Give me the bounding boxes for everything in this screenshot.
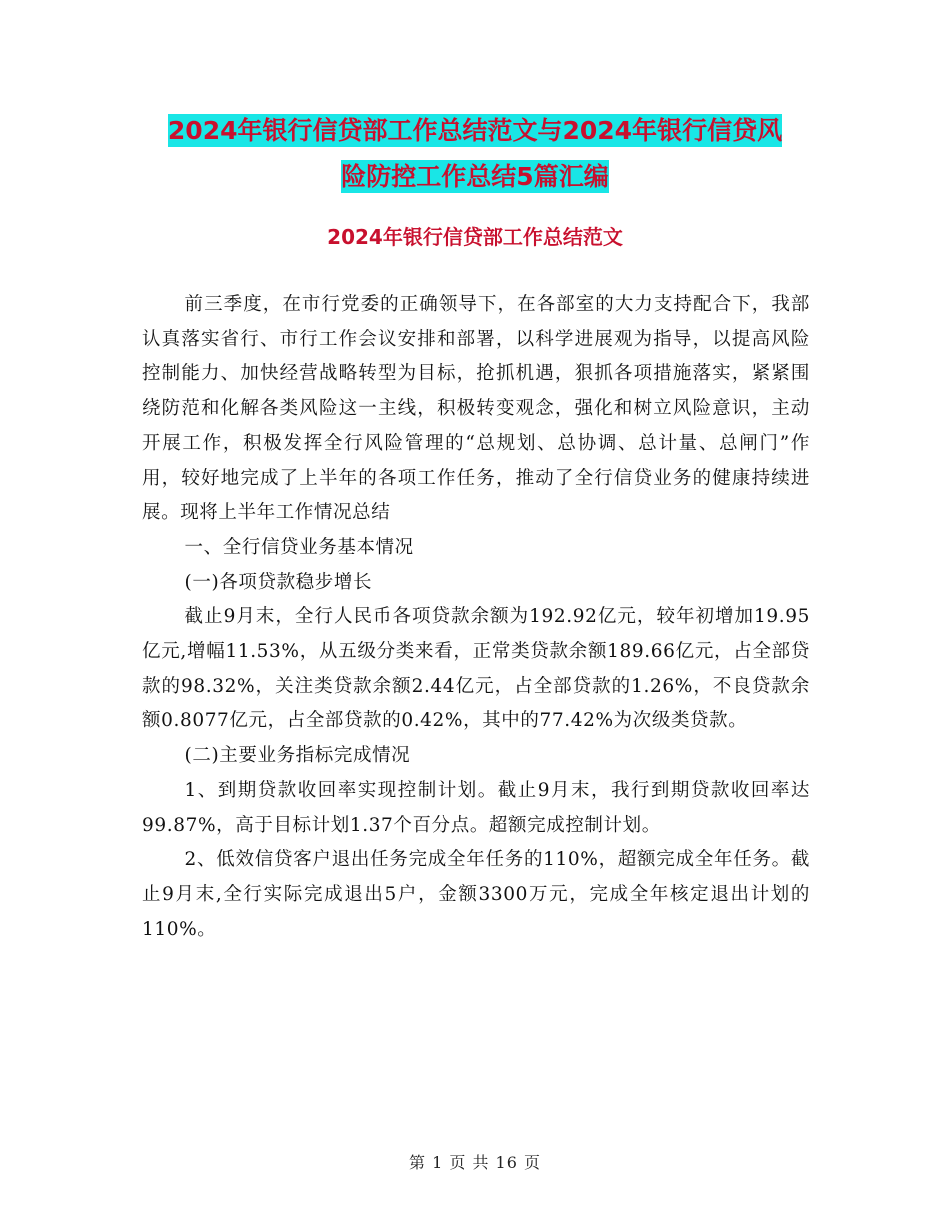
indicator-item-1: 1、到期贷款收回率实现控制计划。截止9月末，我行到期贷款收回率达99.87%，高于目标计划1.37个百分点。超额完成控制计划。 [142, 779, 810, 836]
heading-basic-situation: 一、全行信贷业务基本情况 [184, 536, 414, 558]
intro-paragraph: 前三季度，在市行党委的正确领导下，在各部室的大力支持配合下，我部认真落实省行、市行工作会议安排和部署，以科学进展观为指导，以提高风险控制能力、加快经营战略转型为目标，抢抓机遇，狠抓各项措施落实，紧紧围绕防范和化解各类风险这一主线，积极转变观念，强化和树立风险意识，主动开展工作，积极发挥全行风险管理的“总规划、总协调、总计量、总闸门”作用，较好地完成了上半年的各项工作任务，推动了全行信贷业务的健康持续进展。现将上半年工作情况总结 [142, 294, 810, 524]
title-line-2: 险防控工作总结5篇汇编 [341, 162, 609, 191]
loan-growth-paragraph: 截止9月末，全行人民币各项贷款余额为192.92亿元，较年初增加19.95亿元,增幅11.53%，从五级分类来看，正常类贷款余额189.66亿元，占全部贷款的98.32%，关注类贷款余额2.44亿元，占全部贷款的1.26%，不良贷款余额0.8077亿元，占全部贷款的0.42%，其中的77.42%为次级类贷款。 [142, 606, 810, 732]
section-heading: 2024年银行信贷部工作总结范文 [327, 225, 623, 249]
document-title [0, 108, 950, 200]
page-footer: 第 1 页 共 16 页 [409, 1153, 541, 1172]
document-body [142, 288, 810, 947]
subheading-indicators: (二)主要业务指标完成情况 [184, 745, 411, 767]
title-line-1: 2024年银行信贷部工作总结范文与2024年银行信贷风 [167, 116, 783, 145]
indicator-item-2: 2、低效信贷客户退出任务完成全年任务的110%，超额完成全年任务。截止9月末,全行实际完成退出5户，金额3300万元，完成全年核定退出计划的110%。 [142, 849, 810, 940]
subheading-loan-growth: (一)各项贷款稳步增长 [184, 571, 373, 593]
